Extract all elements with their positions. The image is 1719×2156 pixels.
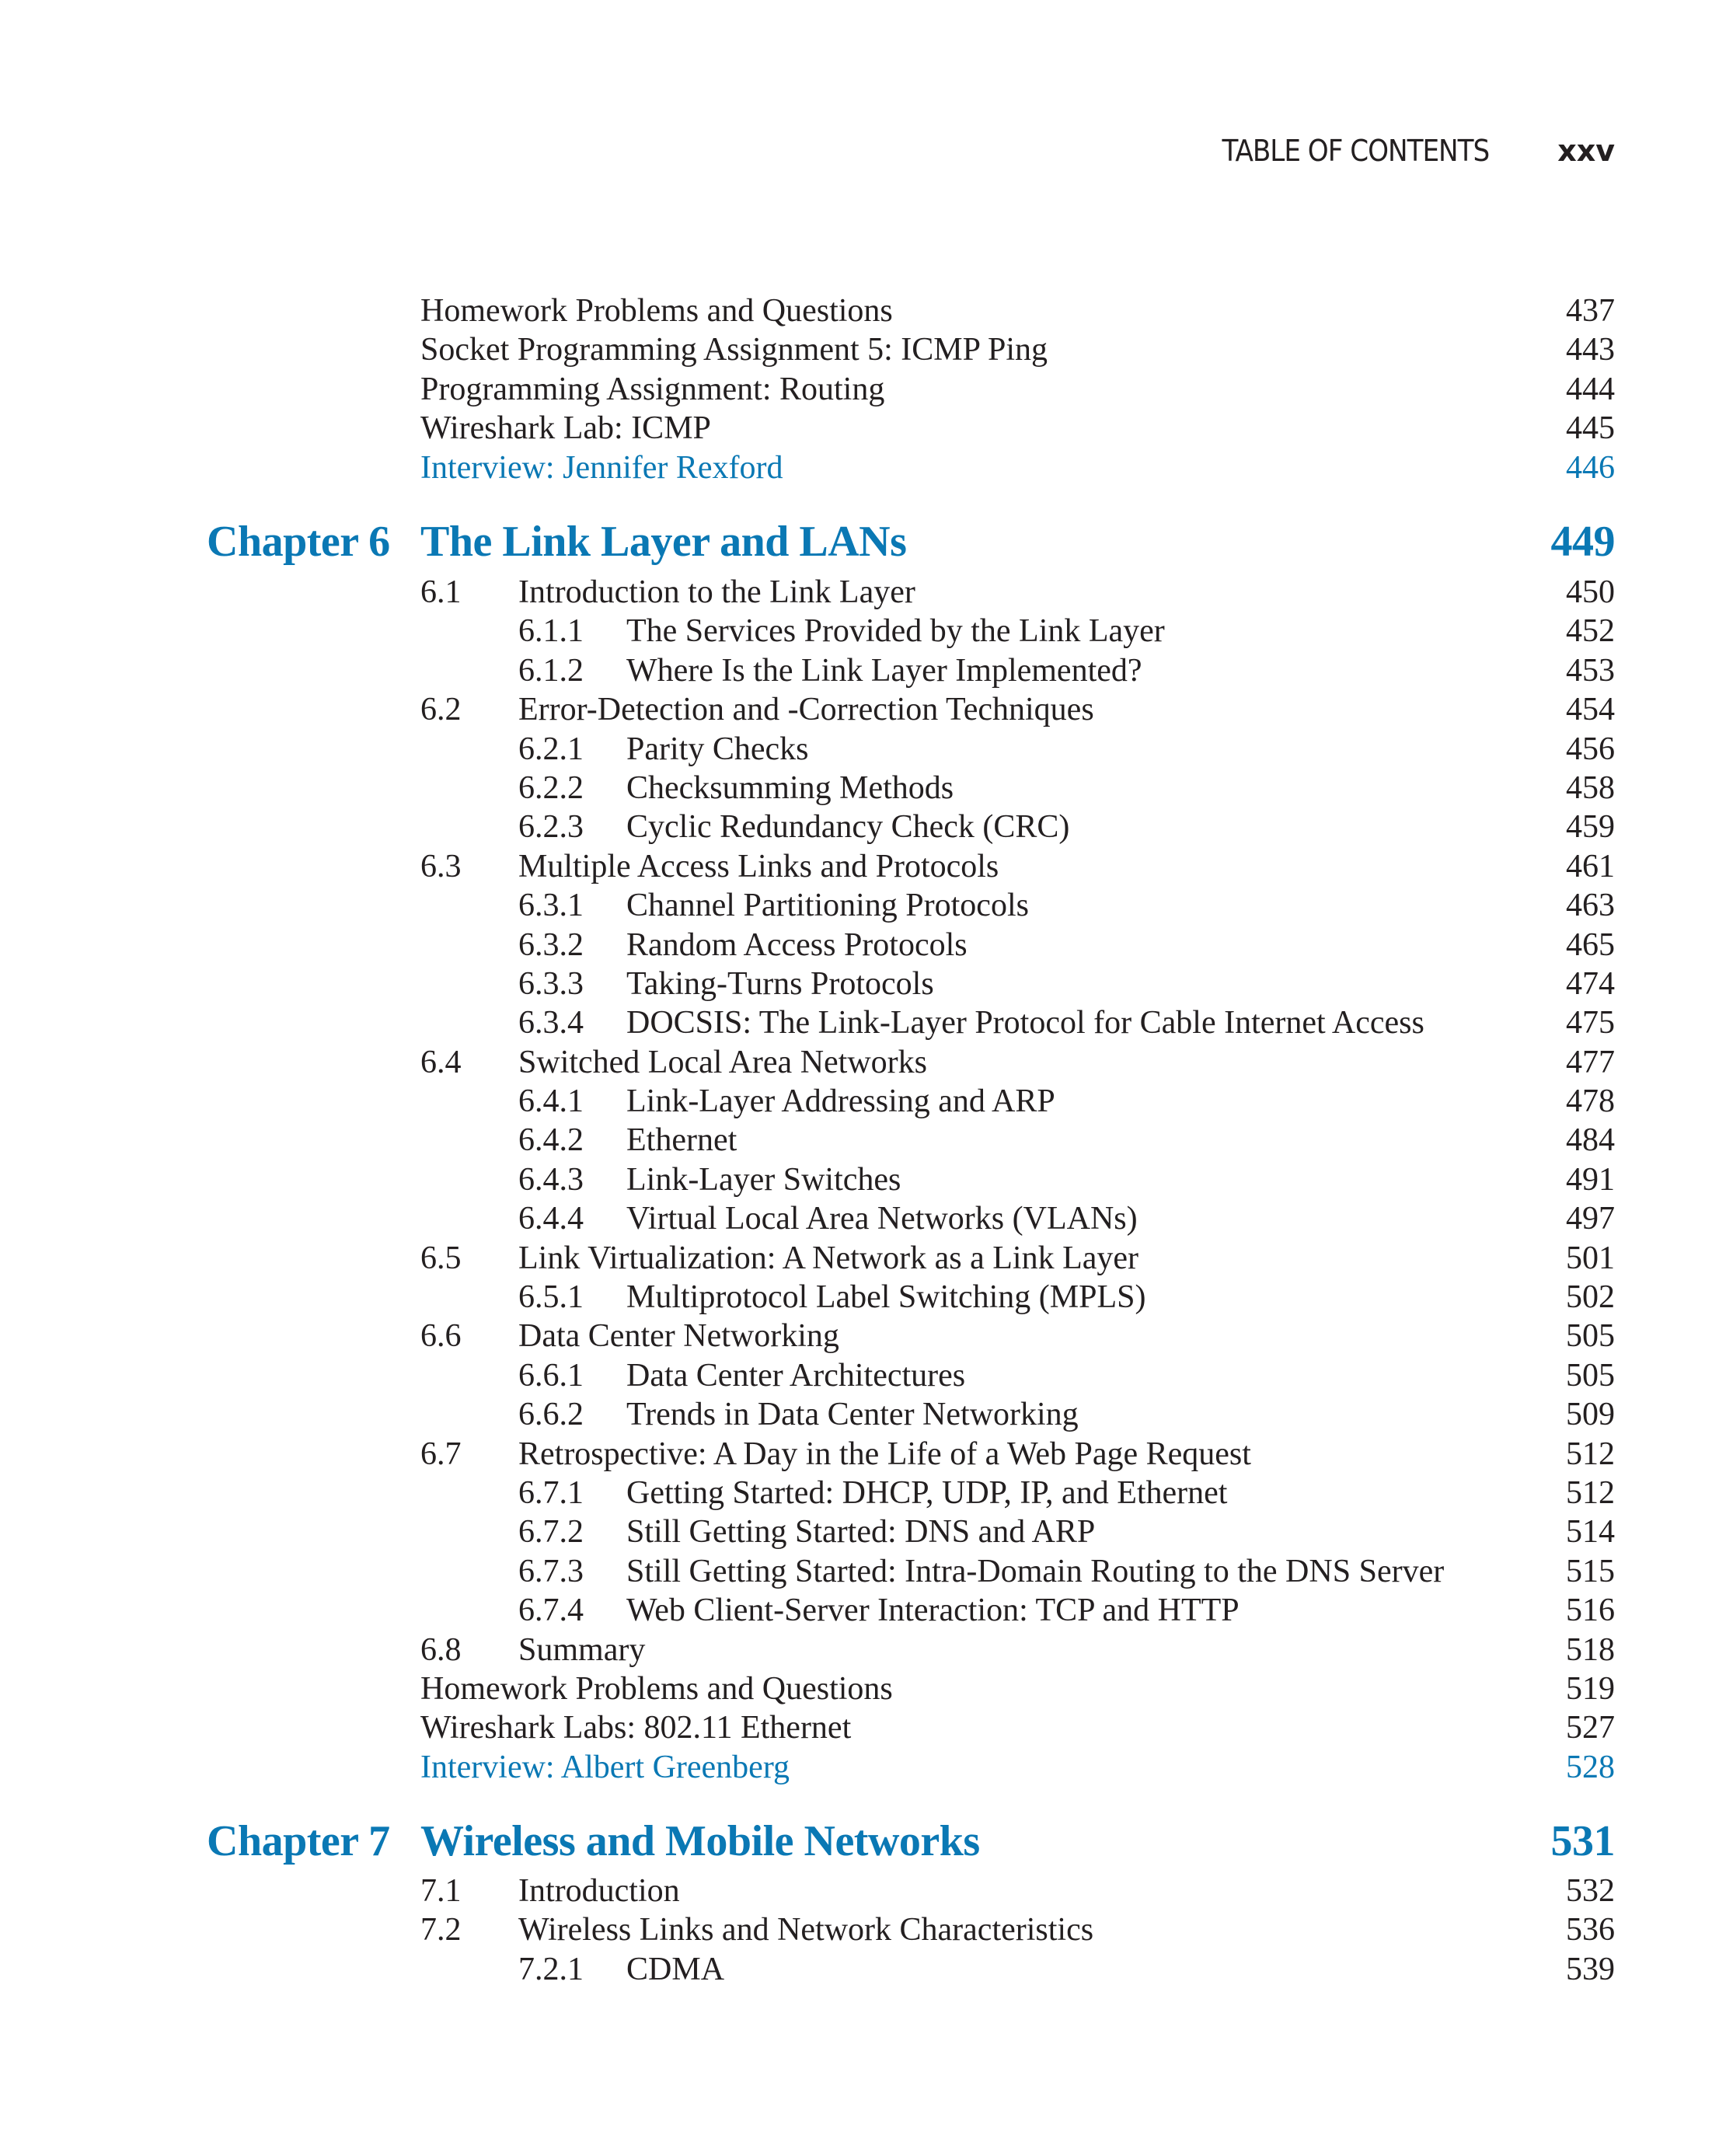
entry-page: 454 — [1566, 692, 1615, 728]
toc-entry[interactable] — [0, 291, 1719, 330]
entry-title: Summary — [518, 1631, 646, 1668]
entry-title: Trends in Data Center Networking — [626, 1397, 1079, 1433]
section-number: 6.2.2 — [518, 769, 584, 806]
section-number: 6.5 — [420, 1240, 462, 1276]
entry-title: Socket Programming Assignment 5: ICMP Ping — [420, 332, 1048, 368]
toc-entry[interactable] — [0, 1552, 1719, 1591]
chapter-label: Chapter 6 — [207, 518, 390, 566]
entry-title: Switched Local Area Networks — [518, 1044, 928, 1080]
entry-title: Still Getting Started: DNS and ARP — [626, 1514, 1096, 1551]
entry-title: Link-Layer Switches — [626, 1161, 901, 1198]
chapter-page: 449 — [1550, 518, 1615, 566]
entry-page: 516 — [1566, 1593, 1615, 1629]
entry-page: 450 — [1566, 574, 1615, 610]
entry-title: Retrospective: A Day in the Life of a Web Page Request — [518, 1436, 1251, 1472]
entry-page: 452 — [1566, 613, 1615, 650]
toc-entry[interactable] — [0, 573, 1719, 612]
entry-title: Taking-Turns Protocols — [626, 965, 934, 1002]
entry-title: Checksumming Methods — [626, 769, 954, 806]
entry-page: 465 — [1566, 926, 1615, 963]
toc-entry[interactable] — [0, 1239, 1719, 1278]
entry-title: Ethernet — [626, 1122, 737, 1159]
entry-title: DOCSIS: The Link-Layer Protocol for Cable Internet Access — [626, 1005, 1424, 1041]
section-number: 7.1 — [420, 1873, 462, 1909]
toc-entry[interactable] — [0, 651, 1719, 690]
toc-entry[interactable] — [0, 1043, 1719, 1082]
toc-block-chapter6 — [0, 573, 1719, 1787]
entry-page: 437 — [1566, 293, 1615, 329]
entry-title: Cyclic Redundancy Check (CRC) — [626, 809, 1070, 846]
entry-page: 443 — [1566, 332, 1615, 368]
chapter-page: 531 — [1550, 1817, 1615, 1865]
entry-title: Programming Assignment: Routing — [420, 371, 885, 407]
entry-page: 528 — [1566, 1749, 1615, 1785]
entry-title: CDMA — [626, 1951, 725, 1987]
entry-title: Link Virtualization: A Network as a Link Layer — [518, 1240, 1138, 1276]
toc-entry[interactable] — [0, 1910, 1719, 1949]
toc-entry[interactable] — [0, 808, 1719, 846]
entry-page: 484 — [1566, 1122, 1615, 1159]
section-number: 6.2.3 — [518, 809, 584, 846]
toc-entry[interactable] — [0, 330, 1719, 369]
toc-entry[interactable] — [0, 1278, 1719, 1317]
entry-page: 474 — [1566, 965, 1615, 1002]
entry-page: 512 — [1566, 1436, 1615, 1472]
entry-title: Homework Problems and Questions — [420, 1670, 893, 1707]
entry-page: 505 — [1566, 1318, 1615, 1355]
toc-entry[interactable] — [0, 448, 1719, 487]
chapter-title: Wireless and Mobile Networks — [420, 1817, 980, 1865]
section-number: 6.7.1 — [518, 1474, 584, 1511]
section-number: 6.2.1 — [518, 731, 584, 767]
toc-entry[interactable] — [0, 370, 1719, 409]
toc-entry[interactable] — [0, 1435, 1719, 1474]
section-number: 6.6.2 — [518, 1397, 584, 1433]
entry-title: Getting Started: DHCP, UDP, IP, and Ethernet — [626, 1474, 1228, 1511]
entry-title: Wireshark Lab: ICMP — [420, 410, 711, 447]
toc-entry[interactable] — [0, 1512, 1719, 1551]
chapter-label: Chapter 7 — [207, 1817, 390, 1865]
section-number: 6.7.2 — [518, 1514, 584, 1551]
entry-page: 456 — [1566, 731, 1615, 767]
entry-title: Interview: Albert Greenberg — [420, 1749, 790, 1785]
entry-title: Virtual Local Area Networks (VLANs) — [626, 1201, 1138, 1237]
section-number: 6.1 — [420, 574, 462, 610]
toc-entry[interactable] — [0, 1669, 1719, 1708]
section-number: 6.7.4 — [518, 1593, 584, 1629]
toc-entry[interactable] — [0, 1872, 1719, 1910]
section-number: 6.5.1 — [518, 1279, 584, 1316]
entry-page: 527 — [1566, 1710, 1615, 1746]
entry-title: Interview: Jennifer Rexford — [420, 449, 783, 486]
section-number: 6.4.2 — [518, 1122, 584, 1159]
entry-page: 497 — [1566, 1201, 1615, 1237]
entry-page: 509 — [1566, 1397, 1615, 1433]
toc-entry[interactable] — [0, 965, 1719, 1003]
section-number: 6.3.1 — [518, 888, 584, 924]
entry-title: Wireless Links and Network Characteristics — [518, 1912, 1094, 1948]
toc-entry[interactable] — [0, 926, 1719, 965]
entry-page: 453 — [1566, 652, 1615, 689]
entry-page: 539 — [1566, 1951, 1615, 1987]
section-number: 6.3 — [420, 848, 462, 884]
toc-entry[interactable] — [0, 769, 1719, 808]
toc-entry[interactable] — [0, 409, 1719, 448]
toc-entry[interactable] — [0, 1474, 1719, 1512]
entry-page: 502 — [1566, 1279, 1615, 1316]
toc-entry[interactable] — [0, 1121, 1719, 1160]
section-number: 6.4.1 — [518, 1083, 584, 1120]
entry-title: Where Is the Link Layer Implemented? — [626, 652, 1142, 689]
toc-block-chapter7 — [0, 1872, 1719, 1989]
running-header — [1222, 134, 1615, 168]
entry-page: 518 — [1566, 1631, 1615, 1668]
entry-title: Error-Detection and -Correction Techniques — [518, 692, 1094, 728]
entry-page: 478 — [1566, 1083, 1615, 1120]
section-number: 6.3.2 — [518, 926, 584, 963]
section-number: 6.7.3 — [518, 1553, 584, 1589]
entry-title: Multiprotocol Label Switching (MPLS) — [626, 1279, 1146, 1316]
entry-title: Web Client-Server Interaction: TCP and HTTP — [626, 1593, 1240, 1629]
toc-entry[interactable] — [0, 1950, 1719, 1989]
toc-entry[interactable] — [0, 1317, 1719, 1355]
section-number: 6.4.4 — [518, 1201, 584, 1237]
section-number: 7.2 — [420, 1912, 462, 1948]
entry-title: Multiple Access Links and Protocols — [518, 848, 999, 884]
toc-entry[interactable] — [0, 730, 1719, 769]
entry-page: 475 — [1566, 1005, 1615, 1041]
entry-page: 461 — [1566, 848, 1615, 884]
toc-entry[interactable] — [0, 847, 1719, 886]
section-number: 6.6 — [420, 1318, 462, 1355]
section-number: 6.1.2 — [518, 652, 584, 689]
section-number: 6.8 — [420, 1631, 462, 1668]
entry-title: Introduction — [518, 1873, 680, 1909]
entry-title: Homework Problems and Questions — [420, 293, 893, 329]
entry-page: 501 — [1566, 1240, 1615, 1276]
toc-entry[interactable] — [0, 886, 1719, 925]
section-number: 6.6.1 — [518, 1357, 584, 1394]
running-header-title: TABLE OF CONTENTS — [1222, 134, 1490, 168]
toc-entry[interactable] — [0, 1748, 1719, 1787]
page-number: xxv — [1557, 134, 1615, 168]
section-number: 6.7 — [420, 1436, 462, 1472]
section-number: 7.2.1 — [518, 1951, 584, 1987]
entry-page: 477 — [1566, 1044, 1615, 1080]
chapter-title: The Link Layer and LANs — [420, 518, 907, 566]
toc-entry[interactable] — [0, 1082, 1719, 1121]
entry-page: 512 — [1566, 1474, 1615, 1511]
toc-entry[interactable] — [0, 1160, 1719, 1199]
section-number: 6.3.3 — [518, 965, 584, 1002]
entry-title: Introduction to the Link Layer — [518, 574, 915, 610]
entry-page: 514 — [1566, 1514, 1615, 1551]
toc-entry[interactable] — [0, 1356, 1719, 1395]
entry-title: Random Access Protocols — [626, 926, 968, 963]
section-number: 6.4.3 — [518, 1161, 584, 1198]
entry-title: Parity Checks — [626, 731, 809, 767]
entry-title: The Services Provided by the Link Layer — [626, 613, 1165, 650]
toc-entry[interactable] — [0, 690, 1719, 729]
toc-entry[interactable] — [0, 1591, 1719, 1630]
entry-page: 536 — [1566, 1912, 1615, 1948]
entry-page: 505 — [1566, 1357, 1615, 1394]
entry-page: 491 — [1566, 1161, 1615, 1198]
entry-title: Wireshark Labs: 802.11 Ethernet — [420, 1710, 852, 1746]
entry-page: 445 — [1566, 410, 1615, 447]
section-number: 6.3.4 — [518, 1005, 584, 1041]
entry-page: 444 — [1566, 371, 1615, 407]
entry-title: Channel Partitioning Protocols — [626, 888, 1029, 924]
section-number: 6.2 — [420, 692, 462, 728]
entry-page: 458 — [1566, 769, 1615, 806]
toc-block-chapter5-end — [0, 291, 1719, 487]
entry-page: 446 — [1566, 449, 1615, 486]
chapter-heading-6[interactable] — [0, 515, 1719, 569]
entry-page: 519 — [1566, 1670, 1615, 1707]
entry-title: Data Center Networking — [518, 1318, 839, 1355]
entry-title: Still Getting Started: Intra-Domain Routing to the DNS Server — [626, 1553, 1445, 1589]
toc-entry[interactable] — [0, 1003, 1719, 1042]
chapter-heading-7[interactable] — [0, 1814, 1719, 1868]
toc-entry[interactable] — [0, 1708, 1719, 1747]
section-number: 6.4 — [420, 1044, 462, 1080]
toc-entry[interactable] — [0, 1395, 1719, 1434]
entry-page: 515 — [1566, 1553, 1615, 1589]
toc-entry[interactable] — [0, 1199, 1719, 1238]
section-number: 6.1.1 — [518, 613, 584, 650]
entry-page: 463 — [1566, 888, 1615, 924]
entry-title: Link-Layer Addressing and ARP — [626, 1083, 1055, 1120]
entry-page: 459 — [1566, 809, 1615, 846]
entry-title: Data Center Architectures — [626, 1357, 966, 1394]
toc-entry[interactable] — [0, 1631, 1719, 1669]
entry-page: 532 — [1566, 1873, 1615, 1909]
toc-entry[interactable] — [0, 612, 1719, 651]
